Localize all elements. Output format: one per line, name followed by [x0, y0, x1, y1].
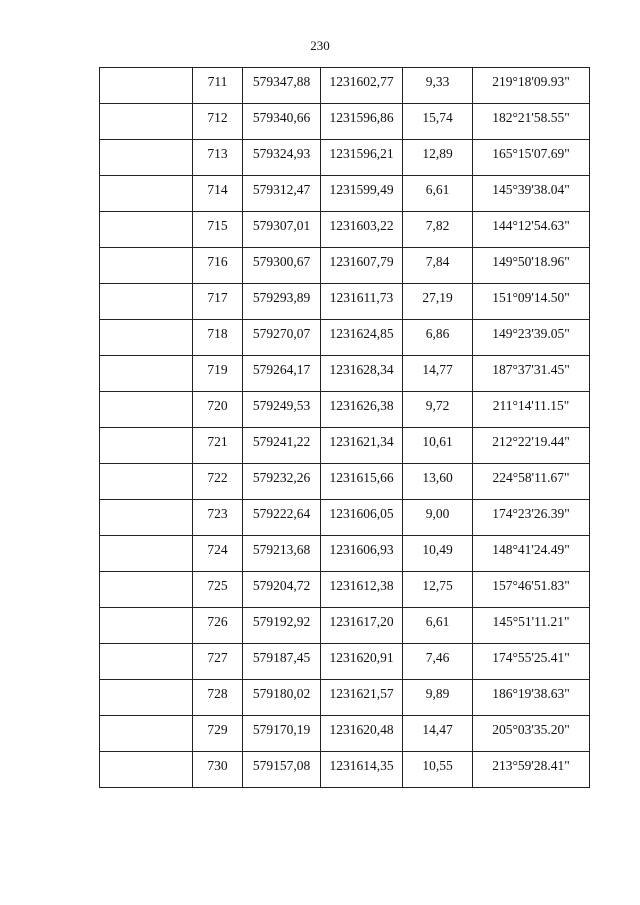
table-row [100, 500, 590, 536]
x-coordinate-cell: 579222,64 [243, 500, 321, 536]
point-number-cell: 711 [193, 68, 243, 104]
y-coordinate-cell: 1231606,05 [321, 500, 403, 536]
point-number-cell: 721 [193, 428, 243, 464]
empty-cell [100, 356, 193, 392]
angle-cell: 186°19'38.63" [473, 680, 590, 716]
distance-cell: 9,00 [403, 500, 473, 536]
distance-cell: 6,61 [403, 608, 473, 644]
x-coordinate-cell: 579232,26 [243, 464, 321, 500]
table-row [100, 428, 590, 464]
point-number-cell: 723 [193, 500, 243, 536]
distance-cell: 10,61 [403, 428, 473, 464]
angle-cell: 213°59'28.41" [473, 752, 590, 788]
y-coordinate-cell: 1231615,66 [321, 464, 403, 500]
distance-cell: 9,89 [403, 680, 473, 716]
x-coordinate-cell: 579249,53 [243, 392, 321, 428]
coordinates-table [99, 67, 590, 788]
y-coordinate-cell: 1231596,86 [321, 104, 403, 140]
angle-cell: 212°22'19.44" [473, 428, 590, 464]
angle-cell: 205°03'35.20" [473, 716, 590, 752]
angle-cell: 174°23'26.39" [473, 500, 590, 536]
table-row [100, 320, 590, 356]
distance-cell: 14,47 [403, 716, 473, 752]
angle-cell: 219°18'09.93" [473, 68, 590, 104]
empty-cell [100, 176, 193, 212]
point-number-cell: 724 [193, 536, 243, 572]
page-number: 230 [310, 38, 330, 53]
y-coordinate-cell: 1231626,38 [321, 392, 403, 428]
angle-cell: 145°39'38.04" [473, 176, 590, 212]
y-coordinate-cell: 1231621,34 [321, 428, 403, 464]
table-row [100, 752, 590, 788]
angle-cell: 211°14'11.15" [473, 392, 590, 428]
point-number-cell: 716 [193, 248, 243, 284]
point-number-cell: 713 [193, 140, 243, 176]
point-number-cell: 715 [193, 212, 243, 248]
angle-cell: 165°15'07.69" [473, 140, 590, 176]
empty-cell [100, 752, 193, 788]
x-coordinate-cell: 579312,47 [243, 176, 321, 212]
point-number-cell: 717 [193, 284, 243, 320]
angle-cell: 148°41'24.49" [473, 536, 590, 572]
y-coordinate-cell: 1231612,38 [321, 572, 403, 608]
y-coordinate-cell: 1231611,73 [321, 284, 403, 320]
x-coordinate-cell: 579170,19 [243, 716, 321, 752]
x-coordinate-cell: 579324,93 [243, 140, 321, 176]
distance-cell: 13,60 [403, 464, 473, 500]
distance-cell: 15,74 [403, 104, 473, 140]
point-number-cell: 714 [193, 176, 243, 212]
x-coordinate-cell: 579213,68 [243, 536, 321, 572]
empty-cell [100, 248, 193, 284]
distance-cell: 14,77 [403, 356, 473, 392]
distance-cell: 7,46 [403, 644, 473, 680]
y-coordinate-cell: 1231628,34 [321, 356, 403, 392]
x-coordinate-cell: 579187,45 [243, 644, 321, 680]
point-number-cell: 725 [193, 572, 243, 608]
x-coordinate-cell: 579157,08 [243, 752, 321, 788]
angle-cell: 145°51'11.21" [473, 608, 590, 644]
y-coordinate-cell: 1231617,20 [321, 608, 403, 644]
y-coordinate-cell: 1231607,79 [321, 248, 403, 284]
coordinates-table-body [100, 68, 590, 788]
empty-cell [100, 392, 193, 428]
empty-cell [100, 428, 193, 464]
angle-cell: 224°58'11.67" [473, 464, 590, 500]
point-number-cell: 712 [193, 104, 243, 140]
y-coordinate-cell: 1231620,91 [321, 644, 403, 680]
y-coordinate-cell: 1231606,93 [321, 536, 403, 572]
table-row [100, 392, 590, 428]
table-row [100, 356, 590, 392]
empty-cell [100, 644, 193, 680]
angle-cell: 187°37'31.45" [473, 356, 590, 392]
distance-cell: 10,49 [403, 536, 473, 572]
y-coordinate-cell: 1231620,48 [321, 716, 403, 752]
angle-cell: 149°23'39.05" [473, 320, 590, 356]
point-number-cell: 718 [193, 320, 243, 356]
empty-cell [100, 536, 193, 572]
empty-cell [100, 104, 193, 140]
table-row [100, 680, 590, 716]
distance-cell: 10,55 [403, 752, 473, 788]
table-row [100, 536, 590, 572]
table-row [100, 644, 590, 680]
table-row [100, 284, 590, 320]
x-coordinate-cell: 579270,07 [243, 320, 321, 356]
distance-cell: 27,19 [403, 284, 473, 320]
empty-cell [100, 464, 193, 500]
angle-cell: 151°09'14.50" [473, 284, 590, 320]
distance-cell: 9,33 [403, 68, 473, 104]
angle-cell: 174°55'25.41" [473, 644, 590, 680]
point-number-cell: 730 [193, 752, 243, 788]
table-row [100, 608, 590, 644]
y-coordinate-cell: 1231614,35 [321, 752, 403, 788]
angle-cell: 182°21'58.55" [473, 104, 590, 140]
empty-cell [100, 140, 193, 176]
empty-cell [100, 680, 193, 716]
table-row [100, 104, 590, 140]
point-number-cell: 727 [193, 644, 243, 680]
distance-cell: 7,84 [403, 248, 473, 284]
empty-cell [100, 716, 193, 752]
empty-cell [100, 608, 193, 644]
empty-cell [100, 284, 193, 320]
table-row [100, 572, 590, 608]
point-number-cell: 719 [193, 356, 243, 392]
distance-cell: 12,89 [403, 140, 473, 176]
x-coordinate-cell: 579300,67 [243, 248, 321, 284]
table-row [100, 68, 590, 104]
y-coordinate-cell: 1231624,85 [321, 320, 403, 356]
empty-cell [100, 212, 193, 248]
point-number-cell: 722 [193, 464, 243, 500]
x-coordinate-cell: 579347,88 [243, 68, 321, 104]
table-row [100, 464, 590, 500]
distance-cell: 9,72 [403, 392, 473, 428]
table-row [100, 140, 590, 176]
x-coordinate-cell: 579180,02 [243, 680, 321, 716]
distance-cell: 7,82 [403, 212, 473, 248]
y-coordinate-cell: 1231602,77 [321, 68, 403, 104]
y-coordinate-cell: 1231621,57 [321, 680, 403, 716]
distance-cell: 6,86 [403, 320, 473, 356]
distance-cell: 6,61 [403, 176, 473, 212]
point-number-cell: 729 [193, 716, 243, 752]
point-number-cell: 720 [193, 392, 243, 428]
x-coordinate-cell: 579192,92 [243, 608, 321, 644]
x-coordinate-cell: 579293,89 [243, 284, 321, 320]
angle-cell: 144°12'54.63" [473, 212, 590, 248]
angle-cell: 157°46'51.83" [473, 572, 590, 608]
empty-cell [100, 320, 193, 356]
table-row [100, 212, 590, 248]
x-coordinate-cell: 579204,72 [243, 572, 321, 608]
distance-cell: 12,75 [403, 572, 473, 608]
y-coordinate-cell: 1231603,22 [321, 212, 403, 248]
angle-cell: 149°50'18.96" [473, 248, 590, 284]
x-coordinate-cell: 579264,17 [243, 356, 321, 392]
x-coordinate-cell: 579340,66 [243, 104, 321, 140]
x-coordinate-cell: 579307,01 [243, 212, 321, 248]
y-coordinate-cell: 1231599,49 [321, 176, 403, 212]
table-row [100, 248, 590, 284]
empty-cell [100, 68, 193, 104]
table-row [100, 716, 590, 752]
empty-cell [100, 572, 193, 608]
table-row [100, 176, 590, 212]
point-number-cell: 728 [193, 680, 243, 716]
y-coordinate-cell: 1231596,21 [321, 140, 403, 176]
point-number-cell: 726 [193, 608, 243, 644]
x-coordinate-cell: 579241,22 [243, 428, 321, 464]
empty-cell [100, 500, 193, 536]
